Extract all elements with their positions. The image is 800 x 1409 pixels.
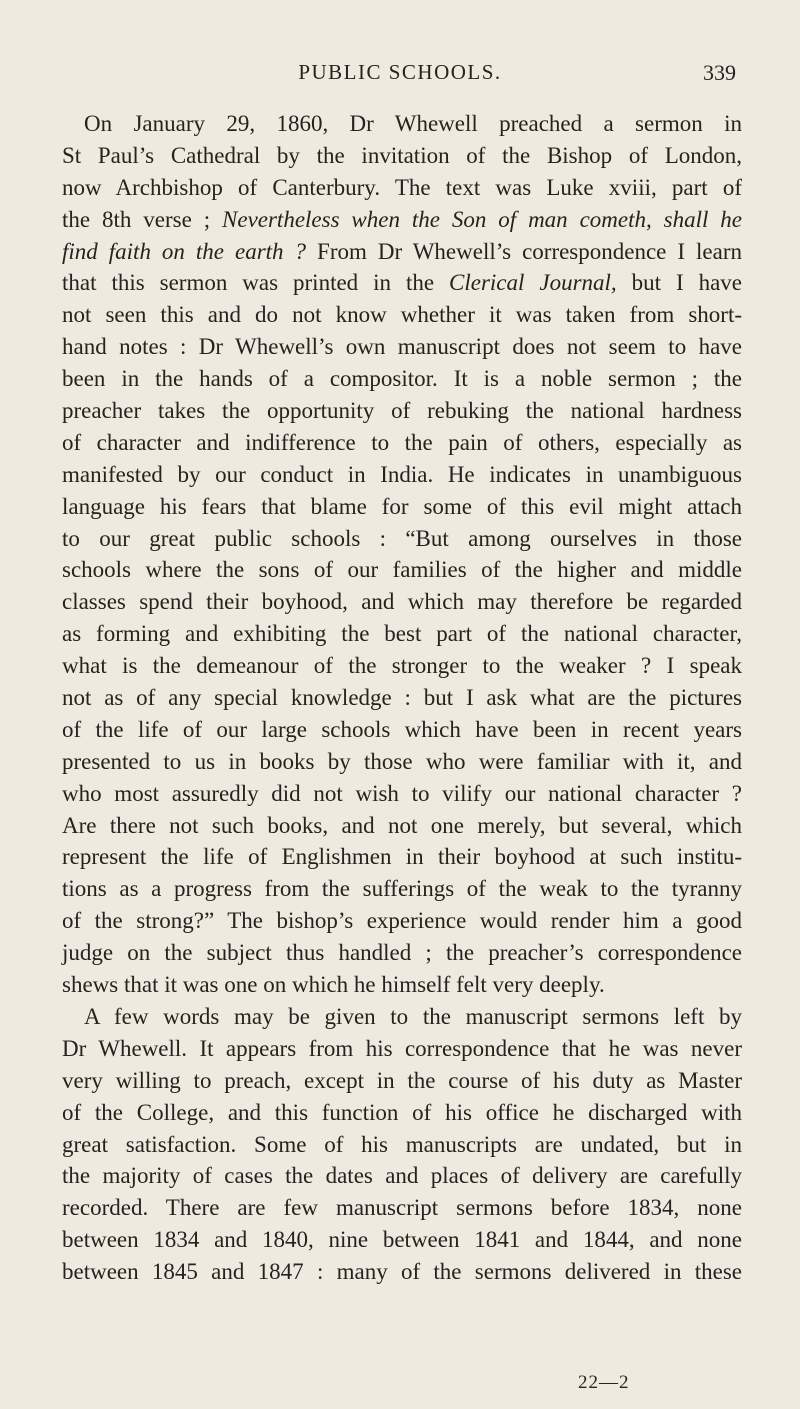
body-text [62, 108, 742, 1288]
text-segment: the 8th verse ; [62, 206, 223, 232]
text-line: language his fears that blame for some of this evil might attach [62, 493, 742, 519]
text-line: hand notes : Dr Whewell’s own manuscript does not seem to have [62, 334, 742, 360]
text-segment: that this sermon was printed in the [62, 270, 450, 296]
text-line: A few words may be given to the manuscript sermons left by [84, 1003, 742, 1029]
text-line [62, 267, 742, 299]
text-line: judge on the subject thus handled ; the preacher’s correspondence [62, 940, 742, 966]
text-line: presented to us in books by those who were familiar with it, and [62, 748, 742, 774]
text-line: preacher takes the opportunity of rebuking the national hardness [62, 398, 742, 424]
text-line: of the strong?” The bishop’s experience would render him a good [62, 908, 742, 934]
text-line: not as of any special knowledge : but I ask what are the pictures [62, 685, 742, 711]
text-line: to our great public schools : “But among ourselves in those [62, 525, 742, 551]
text-line: represent the life of Englishmen in their boyhood at such institu- [62, 844, 742, 870]
text-line: Are there not such books, and not one merely, but several, which [62, 812, 742, 838]
text-line: between 1845 and 1847 : many of the sermons delivered in these [62, 1259, 742, 1285]
text-line: as forming and exhibiting the best part of the national character, [62, 621, 742, 647]
text-line: now Archbishop of Canterbury. The text was Luke xviii, part of [62, 174, 742, 200]
text-line: manifested by our conduct in India. He indicates in unambiguous [62, 461, 742, 487]
text-line: classes spend their boyhood, and which may therefore be regarded [62, 589, 742, 615]
italic-text: Nevertheless when the Son of man cometh, shall he [222, 206, 742, 232]
text-line [62, 236, 742, 268]
page-number: 339 [703, 60, 736, 85]
text-line: of the life of our large schools which have been in recent years [62, 716, 742, 742]
text-line: what is the demeanour of the stronger to the weaker ? I speak [62, 653, 742, 679]
text-line [62, 204, 742, 236]
text-line: shews that it was one on which he himself felt very deeply. [62, 972, 605, 998]
text-line: who most assuredly did not wish to vilify our national character ? [62, 780, 742, 806]
text-segment: but I have [616, 270, 743, 296]
italic-text: find faith on the earth ? [62, 238, 307, 264]
italic-text: Clerical Journal, [449, 270, 617, 296]
text-line: great satisfaction. Some of his manuscripts are undated, but in [62, 1131, 742, 1157]
signature-mark-text: 22—2 [578, 1372, 630, 1393]
running-title: PUBLIC SCHOOLS. [298, 60, 502, 84]
signature-mark [0, 1372, 800, 1400]
text-line: On January 29, 1860, Dr Whewell preached a sermon in [84, 111, 742, 136]
text-line: tions as a progress from the sufferings of the weak to the tyranny [62, 876, 742, 902]
text-line: Dr Whewell. It appears from his correspondence that he was never [62, 1035, 742, 1061]
running-head [0, 60, 800, 90]
text-line: recorded. There are few manuscript sermons before 1834, none [62, 1195, 742, 1221]
text-segment: From Dr Whewell’s correspondence I learn [306, 238, 742, 264]
text-line: the majority of cases the dates and places of delivery are carefully [62, 1163, 742, 1189]
text-line: schools where the sons of our families of the higher and middle [62, 557, 742, 583]
text-line: of the College, and this function of his office he discharged with [62, 1099, 742, 1125]
text-line: St Paul’s Cathedral by the invitation of the Bishop of London, [62, 142, 742, 168]
text-line: of character and indifference to the pain of others, especially as [62, 429, 742, 455]
text-line: been in the hands of a compositor. It is a noble sermon ; the [62, 366, 742, 392]
text-line: very willing to preach, except in the course of his duty as Master [62, 1067, 742, 1093]
text-line: not seen this and do not know whether it was taken from short- [62, 302, 742, 328]
text-line: between 1834 and 1840, nine between 1841 and 1844, and none [62, 1227, 742, 1253]
